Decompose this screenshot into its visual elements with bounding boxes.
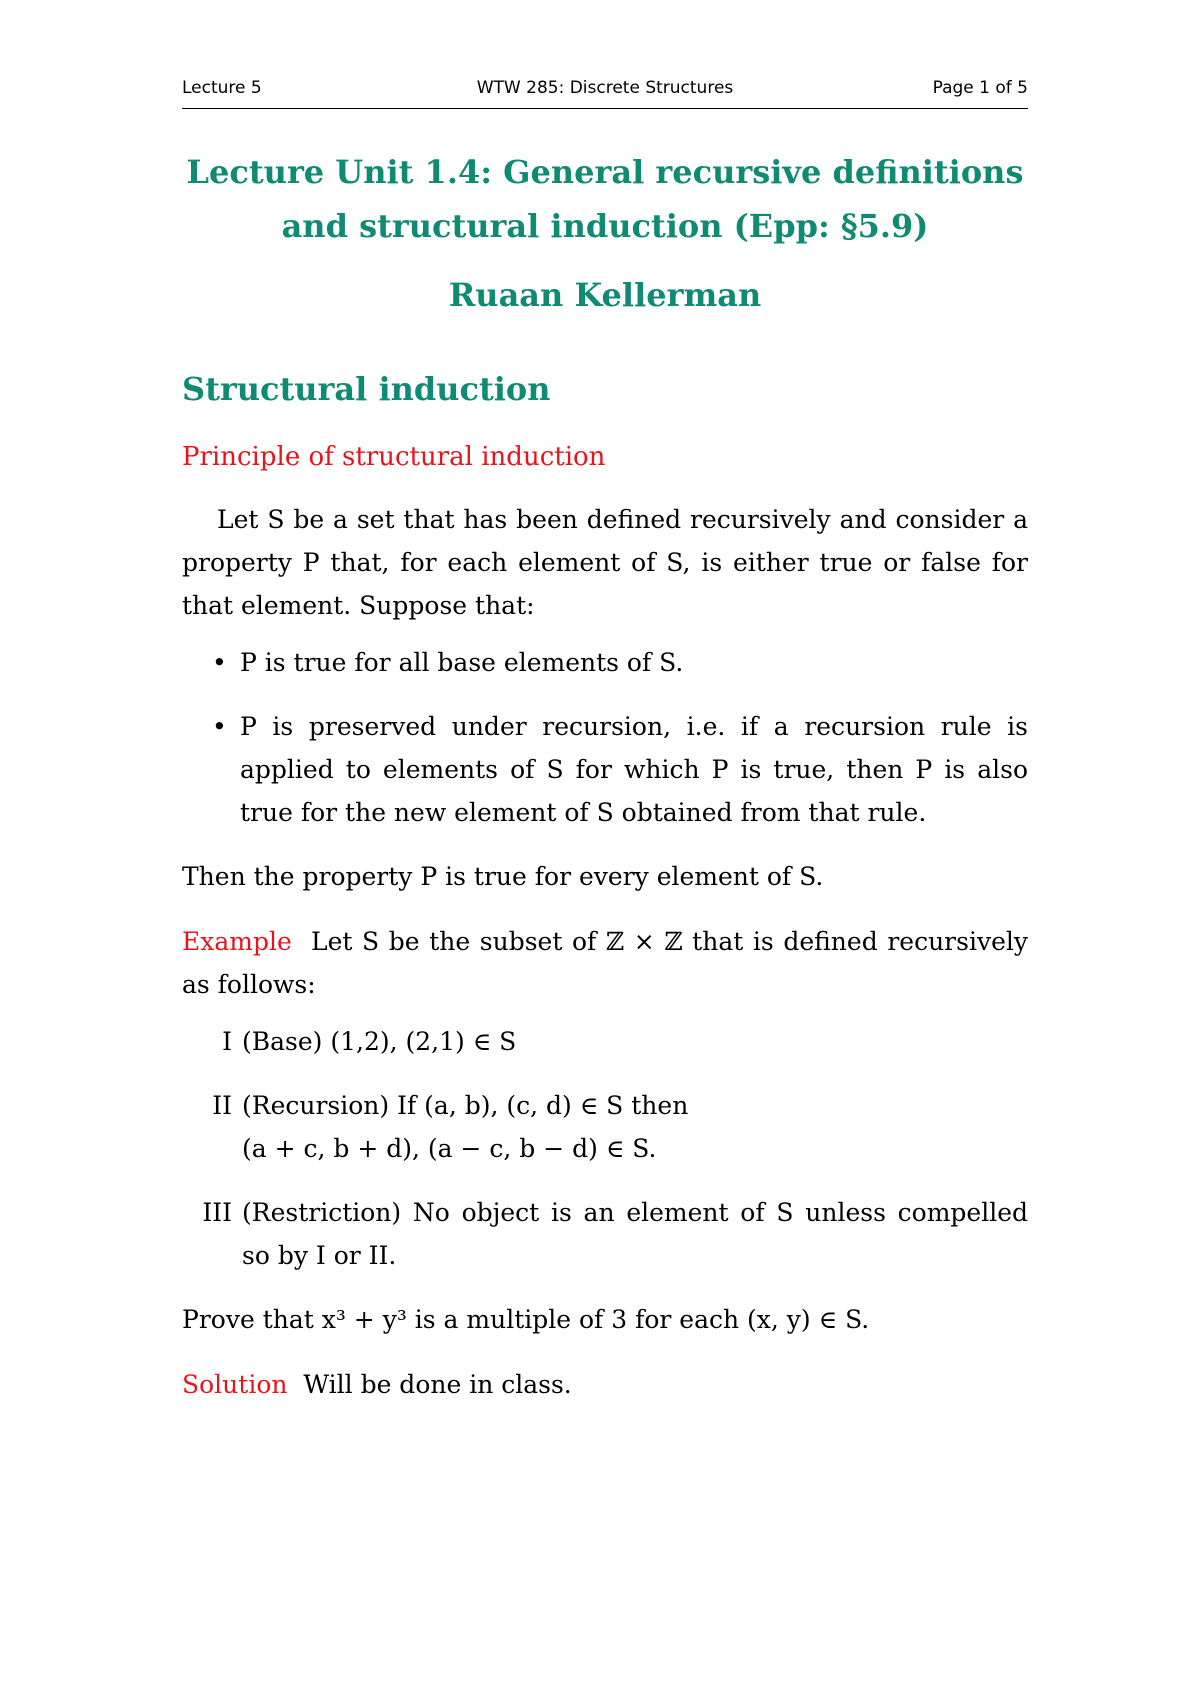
rule-text: (Restriction) No object is an element of S unless compelled so by I or II. [242,1197,1028,1270]
recursive-rules [182,1020,1028,1277]
header-course: WTW 285: Discrete Structures [476,78,734,98]
page-header [182,76,1028,109]
solution-text: Will be done in class. [303,1369,572,1399]
header-lecture: Lecture 5 [182,78,262,98]
solution-paragraph [182,1363,1028,1406]
title-line-1: Lecture Unit 1.4: General recursive definitions [186,153,1024,191]
example-paragraph [182,920,1028,1006]
list-item: • P is true for all base elements of S. [212,647,684,677]
section-title: Structural induction [182,370,551,408]
rule-text-continued: (a + c, b + d), (a − c, b − d) ∈ S. [242,1133,657,1163]
bullet-text: P is preserved under recursion, i.e. if a recursion rule is applied to elements of S for which P is true, then P is also true for the new element of S obtained from that rule. [240,711,1028,827]
example-text: Let S be the subset of ℤ × ℤ that is defined recursively as follows: [182,926,1028,999]
document-title [140,145,1070,253]
title-line-2: and structural induction (Epp: §5.9) [281,207,929,245]
bullet-text: P is true for all base elements of S. [240,647,684,677]
subsection-title: Principle of structural induction [182,442,606,473]
list-item: • P is preserved under recursion, i.e. if a recursion rule is applied to elements of S for which P is true, then P is also true for the new element of S obtained from that rule. [212,711,1028,827]
rule-text: (Recursion) If (a, b), (c, d) ∈ S then [242,1090,689,1120]
intro-paragraph: Let S be a set that has been defined recursively and consider a property P that, for each element of S, is either true or false for that element. Suppose that: [182,504,1028,620]
rule-number: III [202,1197,232,1227]
conclusion-paragraph: Then the property P is true for every element of S. [182,861,824,891]
main-content [182,370,1028,1406]
rule-text: (Base) (1,2), (2,1) ∈ S [242,1026,517,1056]
solution-label: Solution [182,1369,288,1399]
example-label: Example [182,926,292,956]
author: Ruaan Kellerman [448,276,762,314]
rule-restriction [182,1191,1028,1277]
rule-base [182,1020,1028,1063]
rule-recursion [182,1084,1028,1170]
prove-statement: Prove that x³ + y³ is a multiple of 3 for each (x, y) ∈ S. [182,1304,870,1334]
rule-number: I [222,1026,232,1056]
conditions-list [182,641,1028,834]
header-page-number: Page 1 of 5 [932,78,1028,98]
rule-number: II [212,1090,232,1120]
